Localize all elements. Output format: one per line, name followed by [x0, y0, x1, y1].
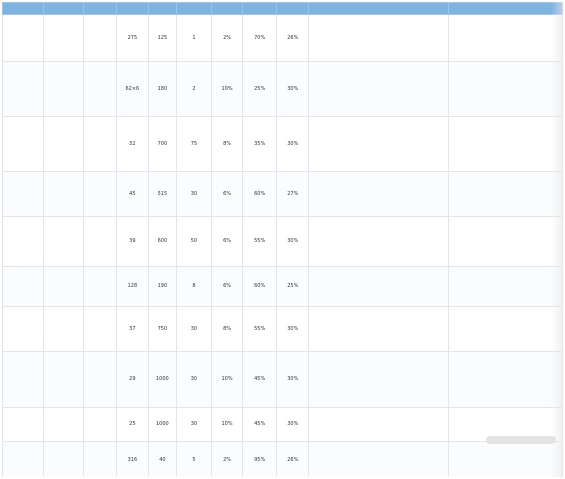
cell-weak: 55%: [243, 307, 277, 352]
cell-rarity: [83, 15, 116, 62]
cell-mag: 30: [176, 408, 211, 442]
cell-mag: 30: [176, 307, 211, 352]
cell-crit-rate: 8%: [212, 117, 243, 172]
cell-crit: 26%: [277, 15, 309, 62]
header-cell-crit-rate[interactable]: [212, 3, 243, 15]
scroll-shadow: [551, 2, 563, 477]
cell-rarity: [83, 217, 116, 267]
cell-speed: 1000: [148, 408, 176, 442]
cell-name: [3, 267, 44, 307]
cell-type: [44, 62, 83, 117]
table-row[interactable]: [3, 117, 563, 172]
cell-weak: 25%: [243, 62, 277, 117]
cell-source: [449, 217, 563, 267]
header-cell-source[interactable]: [449, 3, 563, 15]
cell-name: [3, 117, 44, 172]
table-row[interactable]: [3, 172, 563, 217]
cell-speed: 1000: [148, 352, 176, 408]
cell-crit: 30%: [277, 217, 309, 267]
cell-atk: 128: [116, 267, 148, 307]
cell-speed: 750: [148, 307, 176, 352]
cell-desc: [309, 15, 449, 62]
cell-crit: 26%: [277, 442, 309, 478]
cell-rarity: [83, 117, 116, 172]
cell-speed: 40: [148, 442, 176, 478]
cell-mag: 8: [176, 267, 211, 307]
header-cell-name[interactable]: [3, 3, 44, 15]
cell-source: [449, 15, 563, 62]
cell-speed: 600: [148, 217, 176, 267]
cell-atk: 316: [116, 442, 148, 478]
cell-speed: 180: [148, 62, 176, 117]
cell-weak: 45%: [243, 408, 277, 442]
header-cell-speed[interactable]: [148, 3, 176, 15]
cell-crit-rate: 6%: [212, 172, 243, 217]
table-row[interactable]: [3, 217, 563, 267]
header-row: [3, 3, 563, 15]
header-cell-rarity[interactable]: [83, 3, 116, 15]
weapon-table: [2, 2, 563, 477]
table-row[interactable]: [3, 307, 563, 352]
cell-mag: 30: [176, 172, 211, 217]
cell-desc: [309, 352, 449, 408]
table-row[interactable]: [3, 62, 563, 117]
table-row[interactable]: [3, 408, 563, 442]
cell-desc: [309, 442, 449, 478]
cell-name: [3, 408, 44, 442]
cell-crit-rate: 6%: [212, 267, 243, 307]
cell-atk: 39: [116, 217, 148, 267]
cell-type: [44, 217, 83, 267]
cell-crit: 30%: [277, 408, 309, 442]
cell-crit-rate: 8%: [212, 307, 243, 352]
weapon-sheet: [2, 2, 563, 477]
cell-type: [44, 267, 83, 307]
header-cell-mag[interactable]: [176, 3, 211, 15]
cell-crit: 30%: [277, 62, 309, 117]
cell-rarity: [83, 442, 116, 478]
cell-desc: [309, 408, 449, 442]
table-row[interactable]: [3, 15, 563, 62]
cell-speed: 125: [148, 15, 176, 62]
cell-type: [44, 352, 83, 408]
cursor-highlight: [486, 436, 556, 444]
cell-type: [44, 442, 83, 478]
cell-source: [449, 307, 563, 352]
cell-name: [3, 62, 44, 117]
table-row[interactable]: [3, 442, 563, 478]
cell-atk: 62×6: [116, 62, 148, 117]
cell-mag: 50: [176, 217, 211, 267]
cell-type: [44, 307, 83, 352]
table-body: [3, 15, 563, 478]
cell-name: [3, 217, 44, 267]
cell-crit-rate: 2%: [212, 442, 243, 478]
cell-type: [44, 117, 83, 172]
cell-weak: 45%: [243, 352, 277, 408]
cell-name: [3, 352, 44, 408]
cell-type: [44, 15, 83, 62]
table-row[interactable]: [3, 352, 563, 408]
cell-weak: 60%: [243, 172, 277, 217]
cell-crit: 30%: [277, 307, 309, 352]
cell-speed: 190: [148, 267, 176, 307]
cell-rarity: [83, 267, 116, 307]
cell-type: [44, 172, 83, 217]
cell-rarity: [83, 352, 116, 408]
cell-rarity: [83, 307, 116, 352]
cell-rarity: [83, 172, 116, 217]
cell-mag: 1: [176, 15, 211, 62]
cell-crit: 30%: [277, 117, 309, 172]
cell-source: [449, 442, 563, 478]
cell-atk: 37: [116, 307, 148, 352]
header-cell-atk[interactable]: [116, 3, 148, 15]
cell-speed: 700: [148, 117, 176, 172]
cell-rarity: [83, 62, 116, 117]
cell-crit-rate: 2%: [212, 15, 243, 62]
cell-weak: 60%: [243, 267, 277, 307]
table-row[interactable]: [3, 267, 563, 307]
cell-desc: [309, 172, 449, 217]
cell-crit-rate: 10%: [212, 62, 243, 117]
cell-weak: 70%: [243, 15, 277, 62]
header-cell-type[interactable]: [44, 3, 83, 15]
cell-atk: 32: [116, 117, 148, 172]
cell-desc: [309, 117, 449, 172]
cell-weak: 55%: [243, 217, 277, 267]
cell-name: [3, 15, 44, 62]
cell-speed: 515: [148, 172, 176, 217]
cell-crit: 25%: [277, 267, 309, 307]
cell-mag: 75: [176, 117, 211, 172]
cell-desc: [309, 267, 449, 307]
header-cell-desc[interactable]: [309, 3, 449, 15]
cell-crit: 30%: [277, 352, 309, 408]
cell-weak: 95%: [243, 442, 277, 478]
cell-desc: [309, 217, 449, 267]
cell-source: [449, 172, 563, 217]
cell-source: [449, 352, 563, 408]
cell-mag: 5: [176, 442, 211, 478]
cell-crit-rate: 10%: [212, 352, 243, 408]
cell-atk: 45: [116, 172, 148, 217]
cell-source: [449, 267, 563, 307]
cell-desc: [309, 62, 449, 117]
cell-name: [3, 442, 44, 478]
cell-source: [449, 117, 563, 172]
cell-atk: 29: [116, 352, 148, 408]
cell-desc: [309, 307, 449, 352]
cell-atk: 275: [116, 15, 148, 62]
cell-crit-rate: 6%: [212, 217, 243, 267]
cell-mag: 2: [176, 62, 211, 117]
cell-crit: 27%: [277, 172, 309, 217]
header-cell-crit[interactable]: [277, 3, 309, 15]
cell-name: [3, 172, 44, 217]
cell-type: [44, 408, 83, 442]
cell-name: [3, 307, 44, 352]
cell-weak: 35%: [243, 117, 277, 172]
cell-rarity: [83, 408, 116, 442]
cell-crit-rate: 10%: [212, 408, 243, 442]
cell-source: [449, 62, 563, 117]
header-cell-weak[interactable]: [243, 3, 277, 15]
cell-mag: 30: [176, 352, 211, 408]
cell-atk: 25: [116, 408, 148, 442]
